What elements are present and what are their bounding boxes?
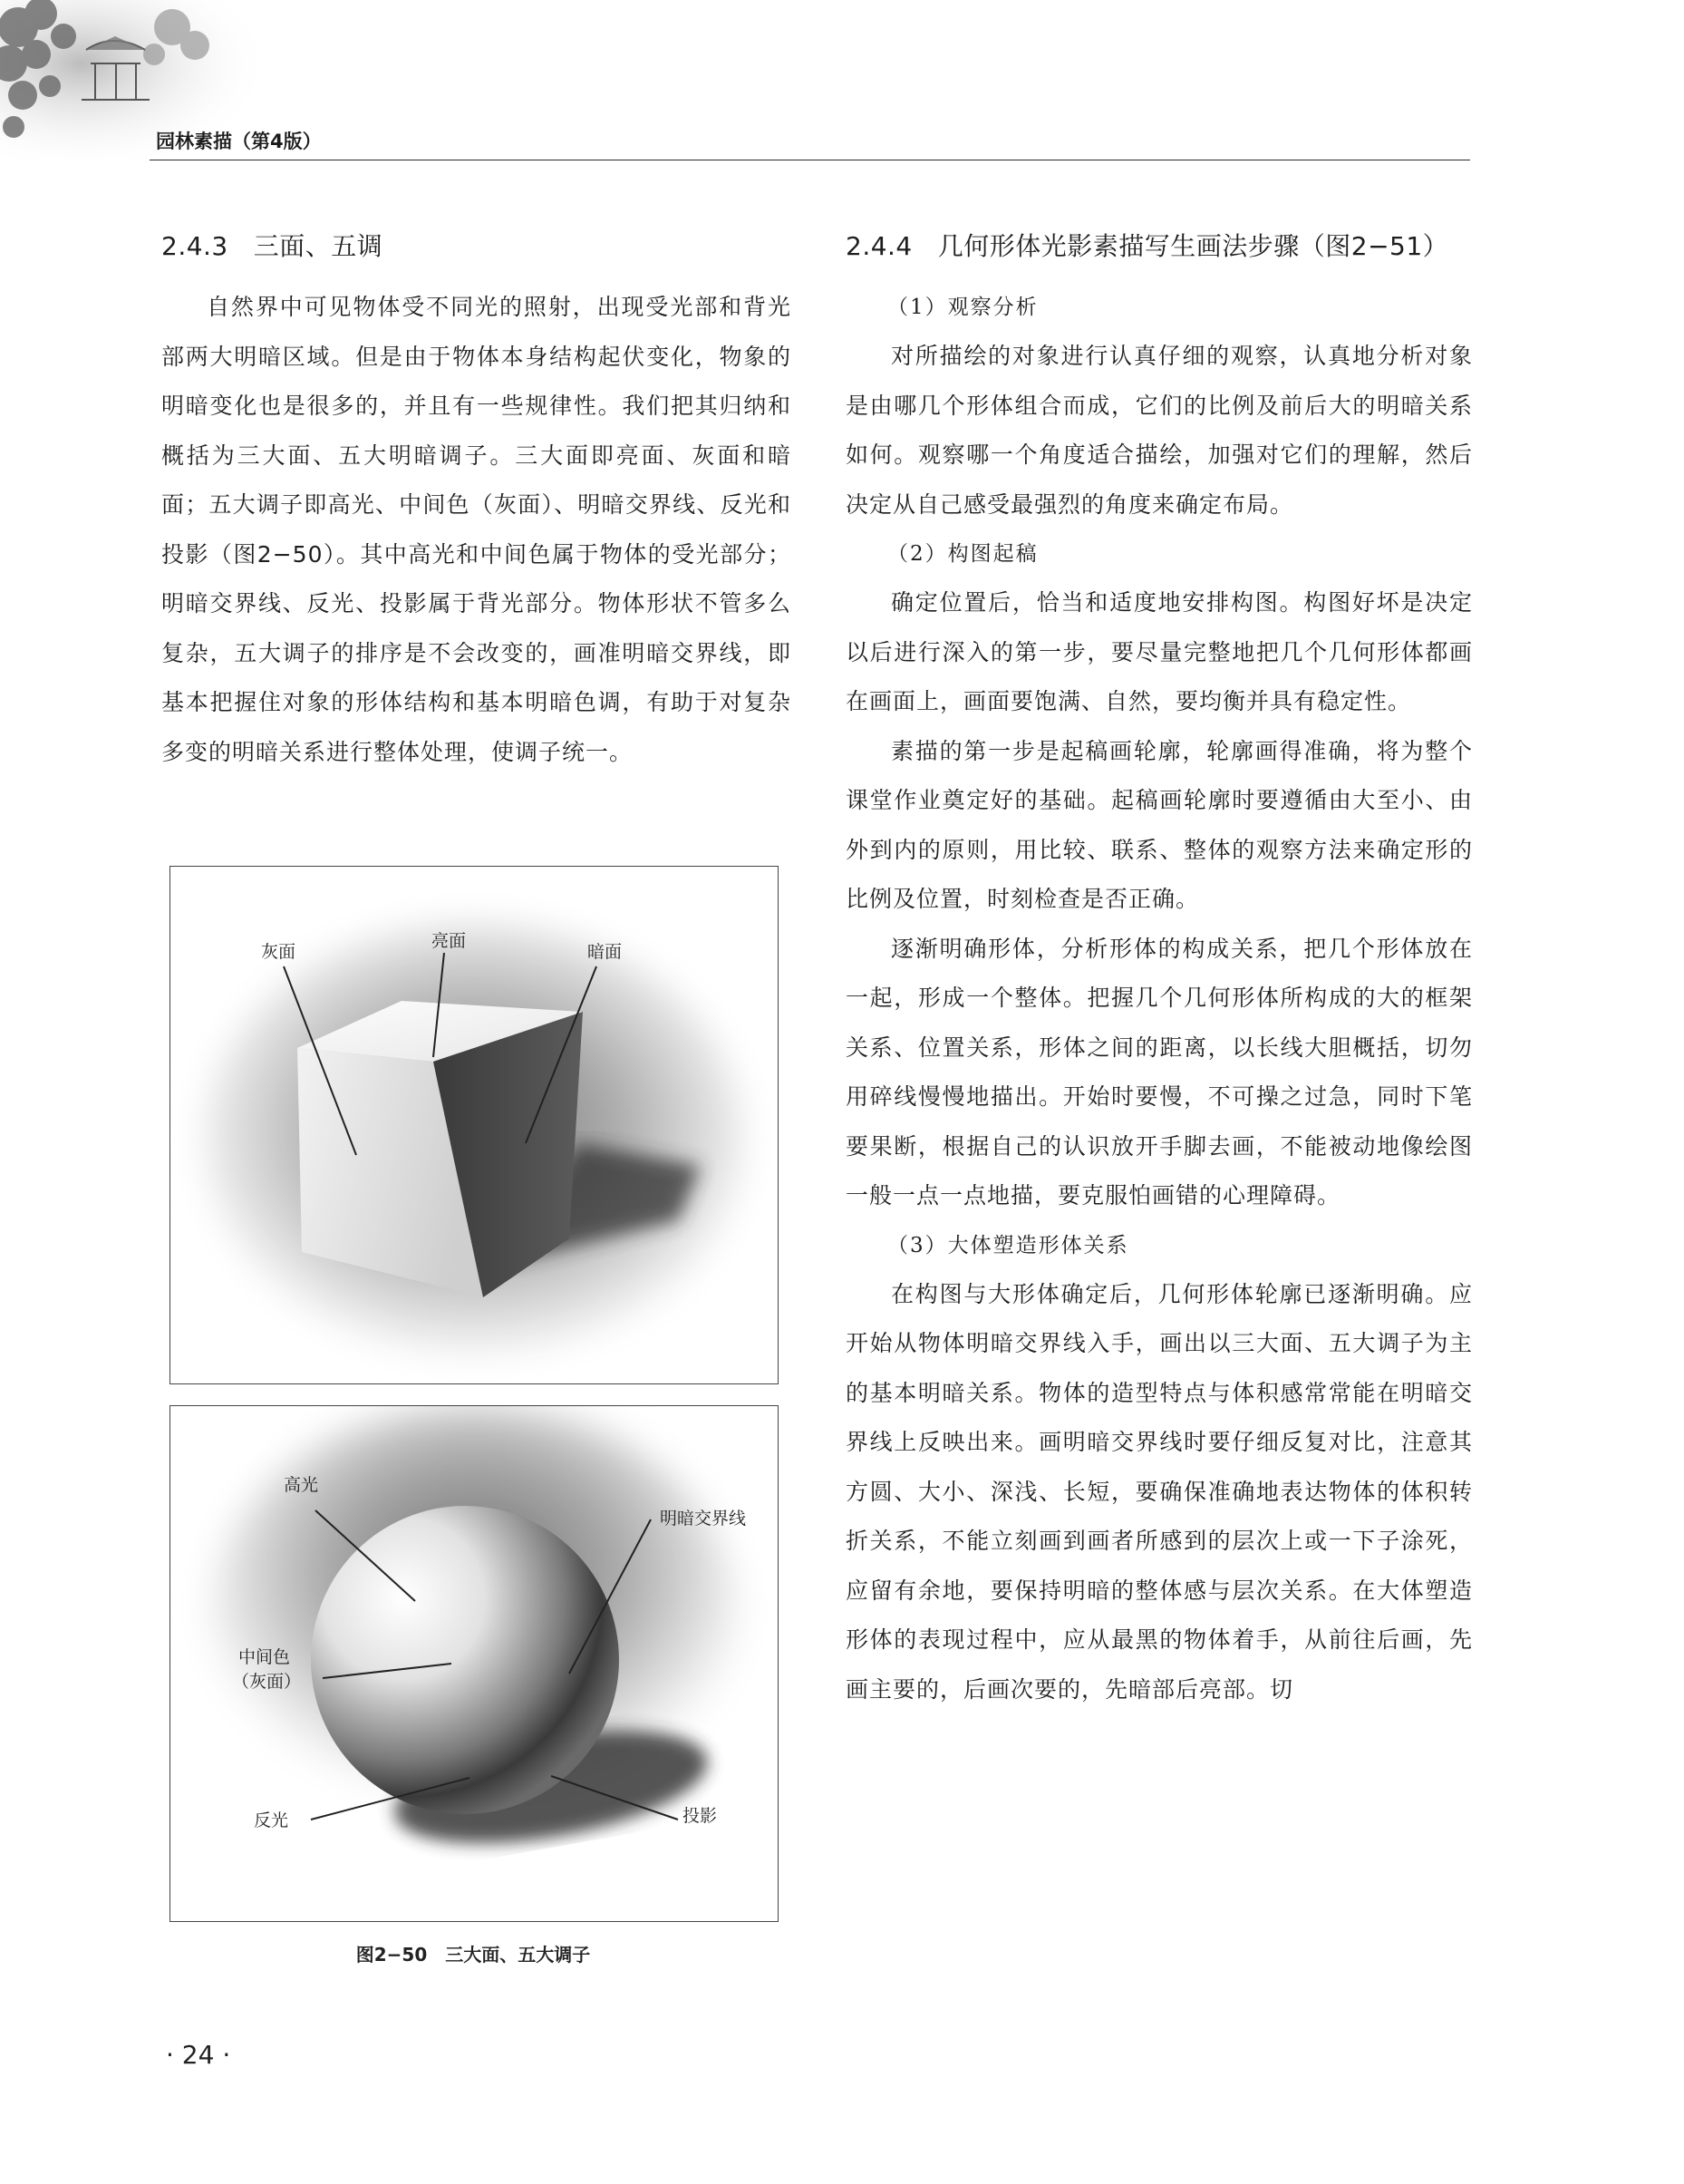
- section-number: 2.4.3: [161, 231, 228, 261]
- page-number: · 24 ·: [166, 2040, 231, 2070]
- label-dark-face: 暗面: [587, 942, 623, 962]
- subheading-modeling: （3）大体塑造形体关系: [887, 1233, 1129, 1257]
- left-column: [161, 227, 791, 777]
- section-heading-2-4-3: [161, 227, 791, 263]
- figure-cube: [169, 866, 779, 1384]
- label-midtone-paren: （灰面）: [232, 1672, 302, 1692]
- label-terminator: 明暗交界线: [660, 1509, 747, 1529]
- section-number: 2.4.4: [846, 231, 913, 261]
- sphere: [311, 1506, 619, 1814]
- subheading-observe: （1）观察分析: [887, 296, 1039, 319]
- body-paragraph: 对所描绘的对象进行认真仔细的观察，认真地分析对象是由哪几个形体组合而成，它们的比例及前后大的明暗关系如何。观察哪一个角度适合描绘，加强对它们的理解，然后决定从自己感受最强烈的角度来确定布局。: [846, 343, 1473, 518]
- subheading-composition: （2）构图起稿: [887, 542, 1039, 566]
- label-cast-shadow: 投影: [682, 1806, 718, 1826]
- right-column: [846, 227, 1473, 1714]
- running-header-title: 园林素描（第4版）: [156, 131, 322, 152]
- label-midtone: 中间色: [238, 1647, 291, 1667]
- section-title: 三面、五调: [253, 231, 383, 261]
- body-paragraph: 确定位置后，恰当和适度地安排构图。构图好坏是决定以后进行深入的第一步，要尽量完整地把几个几何形体都画在画面上，画面要饱满、自然，要均衡并具有稳定性。: [846, 589, 1473, 714]
- body-paragraph: 在构图与大形体确定后，几何形体轮廓已逐渐明确。应开始从物体明暗交界线入手，画出以三大面、五大调子为主的基本明暗关系。物体的造型特点与体积感常常能在明暗交界线上反映出来。画明暗交界线时要仔细反复对比，注意其方圆、大小、深浅、长短，要确保准确地表达物体的体积转折关系，不能立刻画到画者所感到的层次上或一下子涂死，应留有余地，要保持明暗的整体感与层次关系。在大体塑造形体的表现过程中，应从最黑的物体着手，从前往后画，先画主要的，后画次要的，先暗部后亮部。切: [846, 1280, 1473, 1703]
- figure-sphere: [169, 1405, 779, 1922]
- sphere-illustration: [170, 1406, 778, 1921]
- body-paragraph: 素描的第一步是起稿画轮廓，轮廓画得准确，将为整个课堂作业奠定好的基础。起稿画轮廓时要遵循由大至小、由外到内的原则，用比较、联系、整体的观察方法来确定形的比例及位置，时刻检查是否正确。: [846, 737, 1473, 912]
- label-light-face: 亮面: [431, 931, 467, 951]
- body-paragraph: 逐渐明确形体，分析形体的构成关系，把几个形体放在一起，形成一个整体。把握几个几何形体所构成的大的框架关系、位置关系，形体之间的距离，以长线大胆概括，切勿用碎线慢慢地描出。开始时要慢，不可操之过急，同时下笔要果断，根据自己的认识放开手脚去画，不能被动地像绘图一般一点一点地描，要克服怕画错的心理障碍。: [846, 935, 1473, 1208]
- body-paragraph: 自然界中可见物体受不同光的照射，出现受光部和背光部两大明暗区域。但是由于物体本身结构起伏变化，物象的明暗变化也是很多的，并且有一些规律性。我们把其归纳和概括为三大面、五大明暗调子。三大面即亮面、灰面和暗面；五大调子即高光、中间色（灰面）、明暗交界线、反光和投影（图2−50）。其中高光和中间色属于物体的受光部分；明暗交界线、反光、投影属于背光部分。物体形状不管多么复杂，五大调子的排序是不会改变的，画准明暗交界线，即基本把握住对象的形体结构和基本明暗色调，有助于对复杂多变的明暗关系进行整体处理，使调子统一。: [161, 294, 791, 765]
- section-title: 几何形体光影素描写生画法步骤（图2−51）: [937, 231, 1449, 261]
- figure-caption: 图2−50 三大面、五大调子: [355, 1944, 591, 1966]
- section-heading-2-4-4: [846, 227, 1473, 263]
- label-gray-face: 灰面: [261, 942, 296, 962]
- label-highlight: 高光: [284, 1475, 319, 1495]
- cube-illustration: [170, 867, 778, 1383]
- label-reflected-light: 反光: [254, 1810, 289, 1830]
